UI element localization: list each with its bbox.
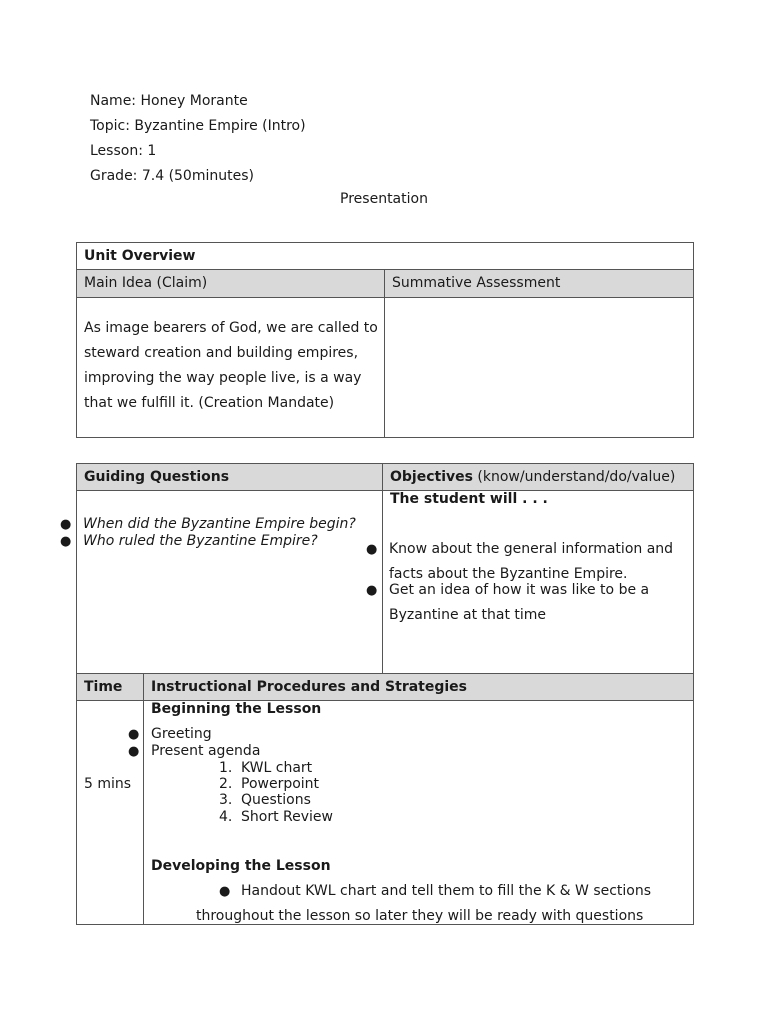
bullet-icon: ● [366,542,378,557]
agenda-item-powerpoint: Powerpoint [241,776,320,792]
developing-title: Developing the Lesson [151,858,331,874]
objective-2-line-2: Byzantine at that time [389,607,547,623]
lesson-number: Lesson: 1 [90,143,157,159]
time-value: 5 mins [84,776,132,792]
guiding-questions-header: Guiding Questions [84,469,230,485]
agenda-item-kwl: KWL chart [241,760,313,776]
main-idea-text: As image bearers of God, we are called to steward creation and building empires, improving the way people live, is a way that we fulfill it. (Creation Mandate) [84,320,378,411]
objectives-lead: The student will . . . [390,491,548,507]
unit-overview-title: Unit Overview [84,248,196,264]
grade-duration: Grade: 7.4 (50minutes) [90,168,254,184]
objectives-header-bold: Objectives [390,469,473,485]
agenda-number: 4. [219,809,233,825]
divider [76,297,694,298]
objective-2-line-1: Get an idea of how it was like to be a [389,582,650,598]
divider [76,490,694,491]
agenda-number: 3. [219,792,233,808]
divider [143,673,144,925]
developing-line-2: throughout the lesson so later they will be ready with questions [196,908,644,924]
time-header: Time [84,679,123,695]
bullet-icon: ● [60,534,72,549]
beginning-title: Beginning the Lesson [151,701,322,717]
objective-1-line-1: Know about the general information and [389,541,674,557]
bullet-icon: ● [128,744,140,759]
procedures-header: Instructional Procedures and Strategies [151,679,468,695]
bullet-icon: ● [366,583,378,598]
agenda-item-questions: Questions [241,792,311,808]
divider [384,269,385,438]
beginning-item-agenda: Present agenda [151,743,261,759]
bullet-icon: ● [60,517,72,532]
bullet-icon: ● [128,727,140,742]
divider [382,463,383,673]
developing-line-1: Handout KWL chart and tell them to fill the K & W sections [241,883,652,899]
agenda-number: 2. [219,776,233,792]
beginning-item-greeting: Greeting [151,726,212,742]
divider [76,269,694,270]
objectives-header [390,468,675,486]
presentation-label: Presentation [340,191,428,207]
student-name: Name: Honey Morante [90,93,248,109]
lesson-topic: Topic: Byzantine Empire (Intro) [90,118,306,134]
bullet-icon: ● [219,884,231,899]
summative-assessment-header: Summative Assessment [392,275,561,291]
guiding-question-1: When did the Byzantine Empire begin? [83,516,356,532]
guiding-question-2: Who ruled the Byzantine Empire? [83,533,318,549]
agenda-item-review: Short Review [241,809,333,825]
objectives-header-detail: (know/understand/do/value) [472,469,676,485]
main-idea-header: Main Idea (Claim) [84,275,208,291]
objective-1-line-2: facts about the Byzantine Empire. [389,566,628,582]
agenda-number: 1. [219,760,233,776]
